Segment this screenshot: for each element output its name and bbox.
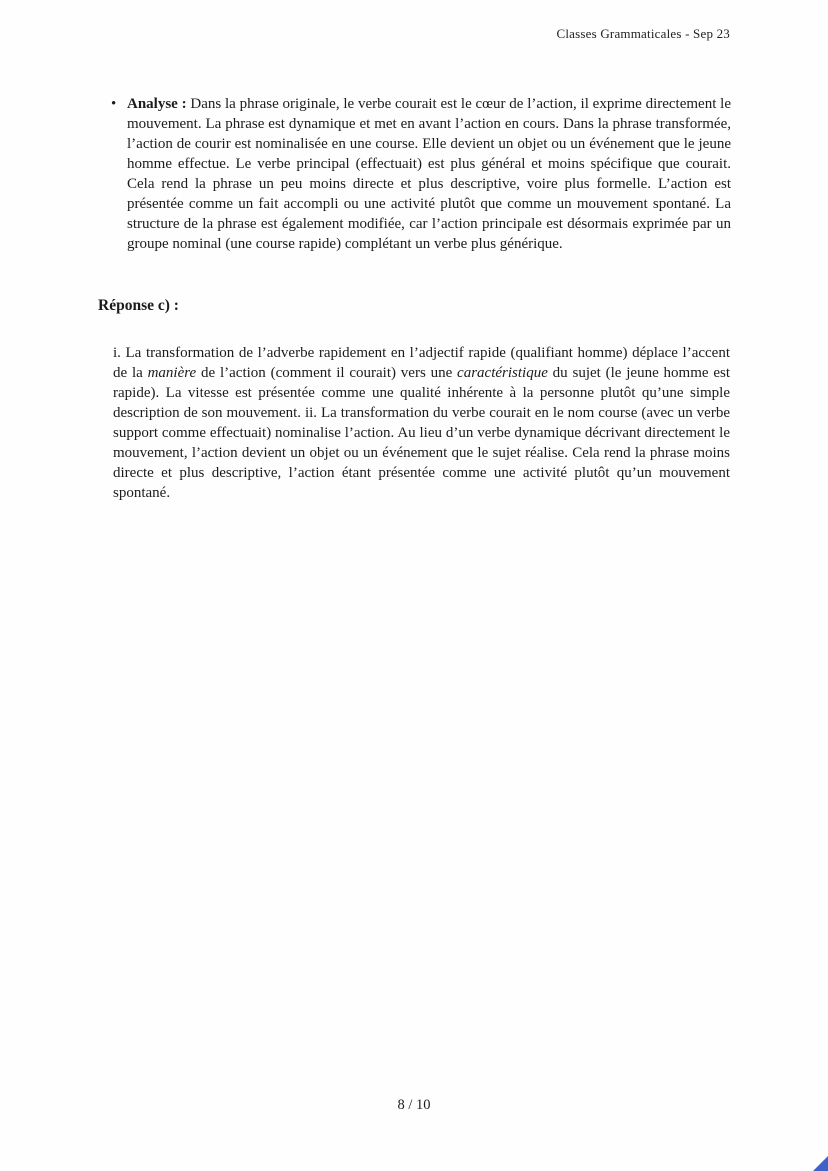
- header-title: Classes Grammaticales - Sep 23: [556, 26, 730, 41]
- analysis-bullet-item: [98, 94, 731, 254]
- response-seg3: du sujet (le jeune homme est rapide). La vitesse est présentée comme une qualité inhérente à la personne plutôt qu’une simple description de son mouvement. ii. La transformation du verbe courait en le nom course (avec un verbe support comme effectuait) nominalise l’action. Au lieu d’un verbe dynamique décrivant directement le mouvement, l’action devient un objet ou un événement que le sujet réalise. Cela rend la phrase moins directe et plus descriptive, l’action étant présentée comme une activité plutôt qu’un mouvement spontané.: [113, 365, 730, 501]
- response-seg2: de l’action (comment il courait) vers une: [196, 365, 458, 381]
- page-header: [556, 26, 730, 42]
- analysis-text: [127, 94, 731, 254]
- response-seg1: i. La transformation de l’adverbe rapidement en l’adjectif rapide (qualifiant homme) déplace l’accent de la: [113, 345, 730, 381]
- page-corner-accent: [813, 1156, 828, 1171]
- response-heading: Réponse c) :: [98, 297, 179, 314]
- response-italic-maniere: manière: [147, 365, 197, 381]
- response-paragraph: [113, 343, 730, 503]
- bullet-icon: •: [111, 96, 117, 112]
- response-italic-caracteristique: caractéristique: [457, 365, 548, 381]
- analysis-label: Analyse :: [127, 96, 187, 112]
- analysis-body: Dans la phrase originale, le verbe courait est le cœur de l’action, il exprime directement le mouvement. La phrase est dynamique et met en avant l’action en cours. Dans la phrase transformée, l’action de courir est nominalisée en une course. Elle devient un objet ou un événement que le jeune homme effectue. Le verbe principal (effectuait) est plus général et moins spécifique que courait. Cela rend la phrase un peu moins directe et plus descriptive, voire plus formelle. L’action est présentée comme un fait accompli ou une activité plutôt que comme un mouvement spontané. La structure de la phrase est également modifiée, car l’action principale est désormais exprimée par un groupe nominal (une course rapide) complétant un verbe plus générique.: [127, 96, 731, 252]
- page-footer: [0, 1097, 828, 1114]
- page-number: 8 / 10: [397, 1097, 431, 1113]
- page-content: [98, 94, 731, 503]
